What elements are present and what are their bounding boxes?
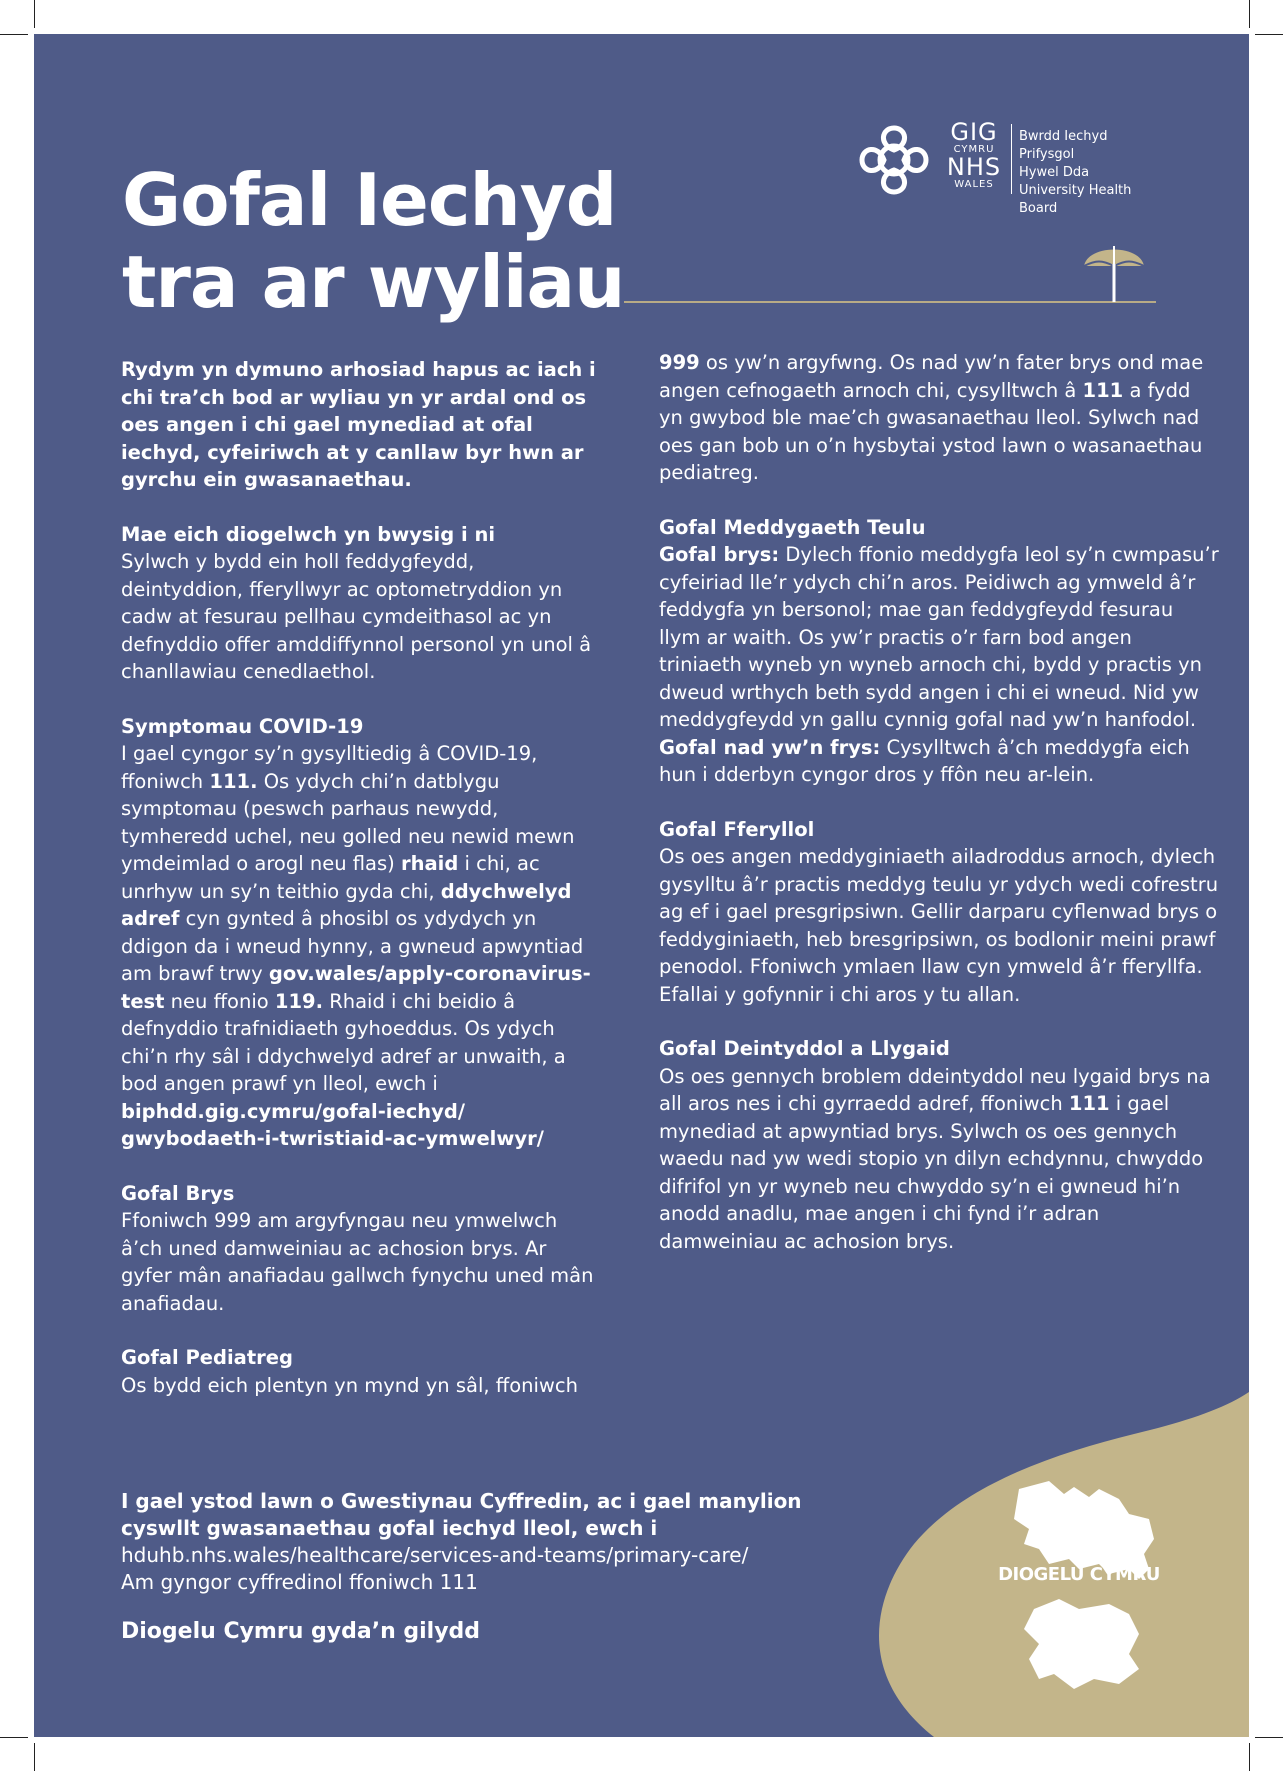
beach-umbrella-icon — [1074, 234, 1154, 304]
crop-mark — [0, 1737, 28, 1738]
crop-mark — [1255, 34, 1283, 35]
tourist-info-link[interactable]: biphdd.gig.cymru/gofal-iechyd/ gwybodaeth-i-twristiaid-ac-ymwelwyr/ — [121, 1099, 544, 1150]
logo-nhs: NHS — [946, 153, 1002, 181]
logo-divider — [1011, 124, 1012, 194]
section-dental — [659, 1035, 1219, 1255]
footer — [121, 1488, 861, 1645]
slogan: Diogelu Cymru gyda’n gilydd — [121, 1619, 481, 1644]
section-text: Os ydych chi’n datblygu symptomau (peswch parhaus newydd, tymheredd uchel, neu golled neu newid mewn ymdeimlad o arogl neu flas) — [121, 769, 575, 875]
primary-care-link[interactable]: hduhb.nhs.wales/healthcare/services-and-teams/primary-care/ — [121, 1543, 749, 1567]
section-body: Os oes angen meddyginiaeth ailadroddus arnoch, dylech gysylltu â’r practis meddyg teulu yr ydych wedi cofrestru ag ef i gael presgripsiwn. Gellir darparu cyflenwad brys o feddyginiaeth, heb bresgripsiwn, os bodlonir meini prawf penodol. Ffoniwch ymlaen llaw cyn ymweld â’r fferyllfa. Efallai y gofynnir i chi aros y tu allan. — [659, 845, 1219, 1006]
phone-number: 111 — [1082, 378, 1124, 402]
section-emergency — [121, 1180, 601, 1318]
leaflet-page — [34, 34, 1249, 1737]
logo-wordmark — [944, 120, 1004, 190]
board-line-3: University Health Board — [1019, 183, 1132, 216]
page-title — [122, 159, 624, 323]
section-heading: Gofal Brys — [121, 1181, 235, 1205]
health-board-name — [1019, 128, 1154, 218]
crop-mark — [0, 34, 28, 35]
title-line-1: Gofal Iechyd — [122, 158, 617, 242]
section-heading: Gofal Fferyllol — [659, 817, 815, 841]
celtic-knot-icon — [854, 120, 934, 200]
crop-mark — [34, 0, 35, 28]
board-line-2: Hywel Dda — [1019, 165, 1090, 180]
section-gp — [659, 514, 1219, 789]
section-text: i chi, ac unrhyw un sy’n teithio gyda chi, — [121, 852, 540, 903]
section-text: cyn gynted â phosibl os ydydych yn ddigon da i wneud hynny, a gwneud apwyntiad am brawf trwy — [121, 907, 584, 985]
section-paediatric-continued — [659, 349, 1219, 487]
emphasis-text: Gofal nad yw’n frys: — [659, 735, 881, 759]
crop-mark — [1249, 0, 1250, 28]
nhs-logo — [854, 120, 1154, 220]
section-text: Os oes gennych broblem ddeintyddol neu lygaid brys na all aros nes i chi gyrraedd adref, ffoniwch — [659, 1064, 1211, 1115]
section-text: I gael cyngor sy’n gysylltiedig â COVID-19, ffoniwch — [121, 742, 538, 793]
emphasis-text: rhaid — [400, 852, 459, 875]
emphasis-text: Gofal brys: — [659, 543, 780, 566]
section-paediatric — [121, 1344, 601, 1399]
title-line-2: tra ar wyliau — [122, 240, 625, 324]
section-body: Sylwch y bydd ein holl feddygfeydd, deintyddion, fferyllwyr ac optometryddion yn cadw at fesurau pellhau cymdeithasol ac yn defnyddio offer amddiffynnol personol yn unol â chanllawiau cenedlaethol. — [121, 550, 592, 683]
section-heading: Symptomau COVID-19 — [121, 714, 364, 738]
crop-mark — [1255, 1737, 1283, 1738]
left-column — [121, 356, 601, 1426]
section-text: os yw’n argyfwng. Os nad yw’n fater brys ond mae angen cefnogaeth arnoch chi, cysylltwch â — [659, 351, 1204, 402]
section-text: Rhaid i chi beidio â defnyddio trafnidiaeth gyhoeddus. Os ydych chi’n rhy sâl i ddychwelyd adref ar unwaith, a bod angen prawf yn lleol, ewch i — [121, 989, 566, 1095]
crop-mark — [1249, 1743, 1250, 1771]
phone-number: 111 — [1068, 1092, 1110, 1115]
phone-number: 111. — [209, 769, 258, 793]
section-text: Os bydd eich plentyn yn mynd yn sâl, ffoniwch — [121, 1373, 578, 1397]
section-heading: Gofal Deintyddol a Llygaid — [659, 1037, 950, 1060]
intro-paragraph: Rydym yn dymuno arhosiad hapus ac iach i chi tra’ch bod ar wyliau yn yr ardal ond os oes angen i chi gael mynediad at ofal iechyd, cyfeiriwch at y canllaw byr hwn ar gyrchu ein gwasanaethau. — [121, 358, 596, 491]
general-advice-text: Am gyngor cyffredinol ffoniwch 111 — [121, 1570, 478, 1594]
section-heading: Gofal Meddygaeth Teulu — [659, 515, 926, 539]
section-heading: Mae eich diogelwch yn bwysig i ni — [121, 522, 496, 546]
crop-mark — [34, 1743, 35, 1771]
logo-cymru: CYMRU — [953, 144, 995, 155]
section-body: Ffoniwch 999 am argyfyngau neu ymwelwch â’ch uned damweiniau ac achosion brys. Ar gyfer mân anafiadau gallwch fynychu uned mân anafiadau. — [121, 1209, 594, 1315]
emphasis-text: ddychwelyd adref — [121, 879, 572, 930]
section-text: a fydd yn gwybod ble mae’ch gwasanaethau lleol. Sylwch nad oes gan bob un o’n hysbytai ystod lawn o wasanaethau pediatreg. — [659, 378, 1203, 484]
section-text: Cysylltwch â’ch meddygfa eich hun i dderbyn cyngor dros y ffôn neu ar-lein. — [659, 735, 1190, 786]
phone-number: 119. — [274, 989, 323, 1013]
section-text: Dylech ffonio meddygfa leol sy’n cwmpasu’r cyfeiriad lle’r ydych chi’n aros. Peidiwch ag ymweld â’r feddygfa yn bersonol; mae gan feddygfeydd fesurau llym ar waith. Os yw’r practis o’r farn bod angen triniaeth wyneb yn wyneb arnoch chi, bydd y practis yn dweud wrthych beth sydd angen i chi ei wneud. Nid yw meddygfeydd yn gallu cynnig gofal nad yw’n hanfodol. — [659, 543, 1219, 731]
faq-text: I gael ystod lawn o Gwestiynau Cyffredin, ac i gael manylion cyswllt gwasanaethau gofal iechyd lleol, ewch i — [121, 1489, 802, 1540]
right-column — [659, 349, 1219, 1282]
test-booking-link[interactable]: gov.wales/apply-coronavirus-test — [121, 962, 591, 1013]
section-pharmacy — [659, 816, 1219, 1009]
badge-label: DIOGELU CYMRU — [998, 1564, 1160, 1585]
section-safety — [121, 521, 601, 686]
section-covid — [121, 713, 601, 1153]
board-line-1: Bwrdd Iechyd Prifysgol — [1019, 129, 1108, 162]
section-heading: Gofal Pediatreg — [121, 1346, 293, 1369]
logo-wales: WALES — [954, 179, 994, 190]
section-text: neu ffonio — [164, 989, 275, 1013]
section-text: i gael mynediad at apwyntiad brys. Sylwch os oes gennych waedu nad yw wedi stopio yn dilyn echdynnu, chwyddo difrifol yn yr wyneb neu chwyddo sy’n ei gwneud hi’n anodd anadlu, mae angen i chi fynd i’r adran damweiniau ac achosion brys. — [659, 1092, 1204, 1253]
phone-number: 999 — [659, 351, 700, 374]
logo-gig: GIG — [950, 118, 998, 146]
